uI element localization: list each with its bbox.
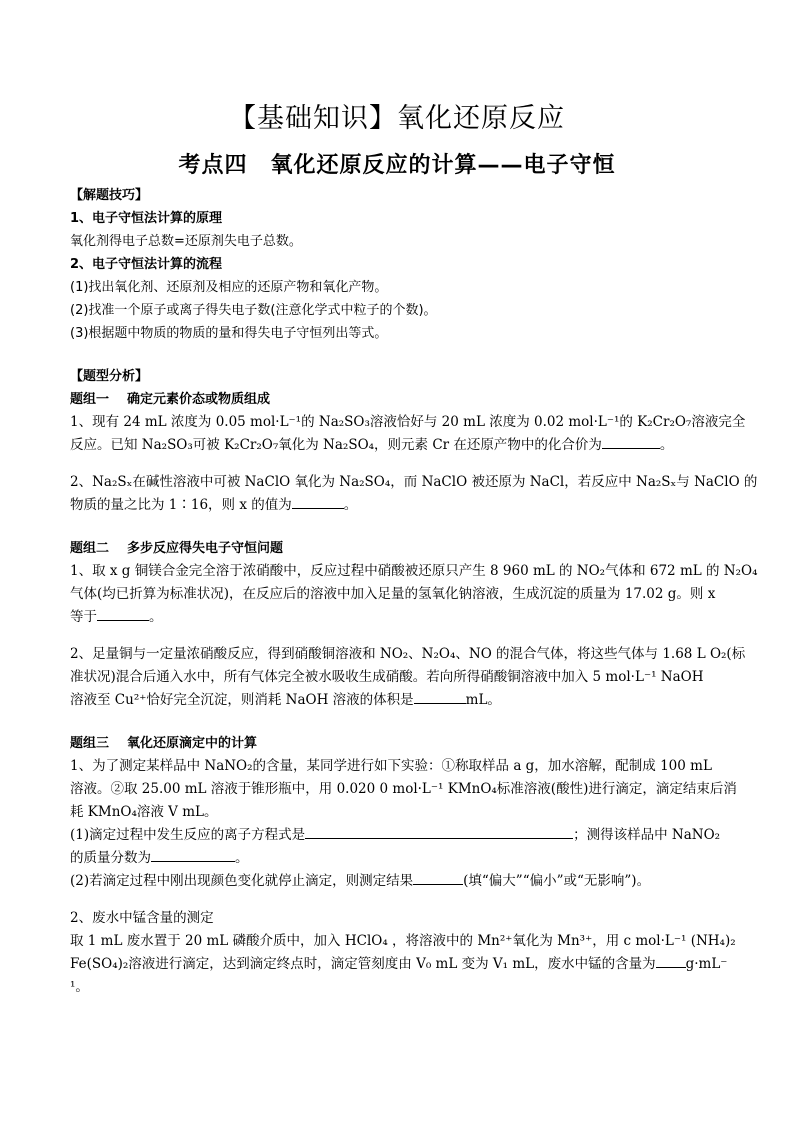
answer-blank (305, 824, 573, 839)
tips-heading-2: 2、电子守恒法计算的流程 (70, 257, 223, 272)
group2-q2-line3 (70, 689, 726, 712)
group1-q1-line2-end: 。 (659, 437, 674, 453)
group2-heading-number: 题组二 (70, 541, 110, 556)
group1-q2-line2-end: 。 (343, 497, 358, 513)
group3-heading-topic: 氧化还原滴定中的计算 (127, 736, 258, 751)
group3-q1-line6-end: (填“偏大”“偏小”或“无影响”)。 (463, 873, 651, 889)
group2-q1-line3-text: 等于 (70, 609, 97, 625)
group3-q2-line2 (70, 953, 726, 976)
group1-heading-number: 题组一 (70, 392, 110, 407)
page-subtitle: 考点四 氧化还原反应的计算——电子守恒 (178, 153, 616, 178)
group1-q2-line2-text: 物质的量之比为 1∶16，则 x 的值为 (70, 497, 292, 513)
group3-q2-line2-end: g·mL⁻ (685, 956, 728, 972)
group3-q1-line1: 1、为了测定某样品中 NaNO₂的含量，某同学进行如下实验：①称取样品 a g，加水溶解，配制成 100 mL (70, 758, 712, 774)
group3-q1-line4 (70, 824, 726, 847)
group3-heading (70, 732, 726, 755)
group3-q2-line1: 取 1 mL 废水置于 20 mL 磷酸介质中，加入 HClO₄ ，将溶液中的 Mn²⁺氧化为 Mn³⁺，用 c mol·L⁻¹ (NH₄)₂ (70, 933, 736, 949)
group1-heading (70, 388, 726, 411)
answer-blank (413, 870, 463, 885)
answer-blank (97, 606, 149, 621)
group2-heading-topic: 多步反应得失电子守恒问题 (127, 541, 284, 556)
group1-q1-line2-text: 反应。已知 Na₂SO₃可被 K₂Cr₂O₇氧化为 Na₂SO₄，则元素 Cr 在还原产物中的化合价为 (70, 437, 602, 453)
group2-q1-line3 (70, 606, 726, 629)
page-title: 【基础知识】氧化还原反应 (229, 103, 565, 134)
group3-q1-line5-end: 。 (235, 850, 249, 866)
tips-text-1: 氧化剂得电子总数=还原剂失电子总数。 (70, 234, 302, 249)
group2-q1-line1: 1、取 x g 铜镁合金完全溶于浓硝酸中，反应过程中硝酸被还原只产生 8 960 mL 的 NO₂气体和 672 mL 的 N₂O₄ (70, 563, 758, 579)
group3-q1-line6 (70, 870, 726, 893)
group3-q2-line3: ¹。 (70, 979, 89, 995)
group2-q2-line1: 2、足量铜与一定量浓硝酸反应，得到硝酸铜溶液和 NO₂、N₂O₄、NO 的混合气体，将这些气体与 1.68 L O₂(标 (70, 646, 746, 662)
answer-blank (656, 953, 686, 968)
group1-q2-line1: 2、Na₂Sₓ在碱性溶液中可被 NaClO 氧化为 Na₂SO₄，而 NaClO 被还原为 NaCl，若反应中 Na₂Sₓ与 NaClO 的 (70, 474, 758, 490)
group2-q2-line3-text: 溶液至 Cu²⁺恰好完全沉淀，则消耗 NaOH 溶液的体积是 (70, 692, 414, 708)
group2-heading (70, 537, 726, 560)
group3-q1-line5-text: 的质量分数为 (70, 850, 151, 866)
group2-q2-line3-end: mL。 (465, 692, 501, 708)
group3-q1-line4-text: (1)滴定过程中发生反应的离子方程式是 (70, 827, 306, 843)
group3-q1-line4-end: ；测得该样品中 NaNO₂ (573, 827, 721, 843)
answer-blank (292, 494, 344, 509)
answer-blank (602, 434, 660, 449)
answer-blank (151, 847, 235, 862)
group3-q2-line2-text: Fe(SO₄)₂溶液进行滴定，达到滴定终点时，滴定管刻度由 V₀ mL 变为 V₁ mL，废水中锰的含量为 (70, 956, 656, 972)
group3-q1-line2: 溶液。②取 25.00 mL 溶液于锥形瓶中，用 0.020 0 mol·L⁻¹ KMnO₄标准溶液(酸性)进行滴定，滴定结束后消 (70, 781, 737, 797)
tips-label: 【解题技巧】 (70, 188, 149, 203)
group3-heading-number: 题组三 (70, 736, 110, 751)
group3-q1-line5 (70, 847, 726, 870)
group1-q1-line2 (70, 434, 726, 457)
analysis-label: 【题型分析】 (70, 369, 149, 384)
tips-step-1: (1)找出氧化剂、还原剂及相应的还原产物和氧化产物。 (70, 280, 388, 295)
tips-step-3: (3)根据题中物质的物质的量和得失电子守恒列出等式。 (70, 326, 388, 341)
group1-q1-line1: 1、现有 24 mL 浓度为 0.05 mol·L⁻¹的 Na₂SO₃溶液恰好与 20 mL 浓度为 0.02 mol·L⁻¹的 K₂Cr₂O₇溶液完全 (70, 414, 746, 430)
tips-heading-1: 1、电子守恒法计算的原理 (70, 211, 223, 226)
group2-q1-line2: 气体(均已折算为标准状况)，在反应后的溶液中加入足量的氢氧化钠溶液，生成沉淀的质量为 17.02 g。则 x (70, 586, 716, 602)
group1-heading-topic: 确定元素价态或物质组成 (127, 392, 271, 407)
group2-q1-line3-end: 。 (149, 609, 163, 625)
group3-q1-line3: 耗 KMnO₄溶液 V mL。 (70, 804, 218, 820)
tips-step-2: (2)找准一个原子或离子得失电子数(注意化学式中粒子的个数)。 (70, 303, 437, 318)
group1-q2-line2 (70, 494, 726, 517)
group2-q2-line2: 准状况)混合后通入水中，所有气体完全被水吸收生成硝酸。若向所得硝酸铜溶液中加入 5 mol·L⁻¹ NaOH (70, 669, 704, 685)
answer-blank (414, 689, 466, 704)
document-body (70, 184, 758, 999)
group3-q1-line6-text: (2)若滴定过程中刚出现颜色变化就停止滴定，则测定结果 (70, 873, 414, 889)
group3-q2-title: 2、废水中锰含量的测定 (70, 910, 214, 926)
